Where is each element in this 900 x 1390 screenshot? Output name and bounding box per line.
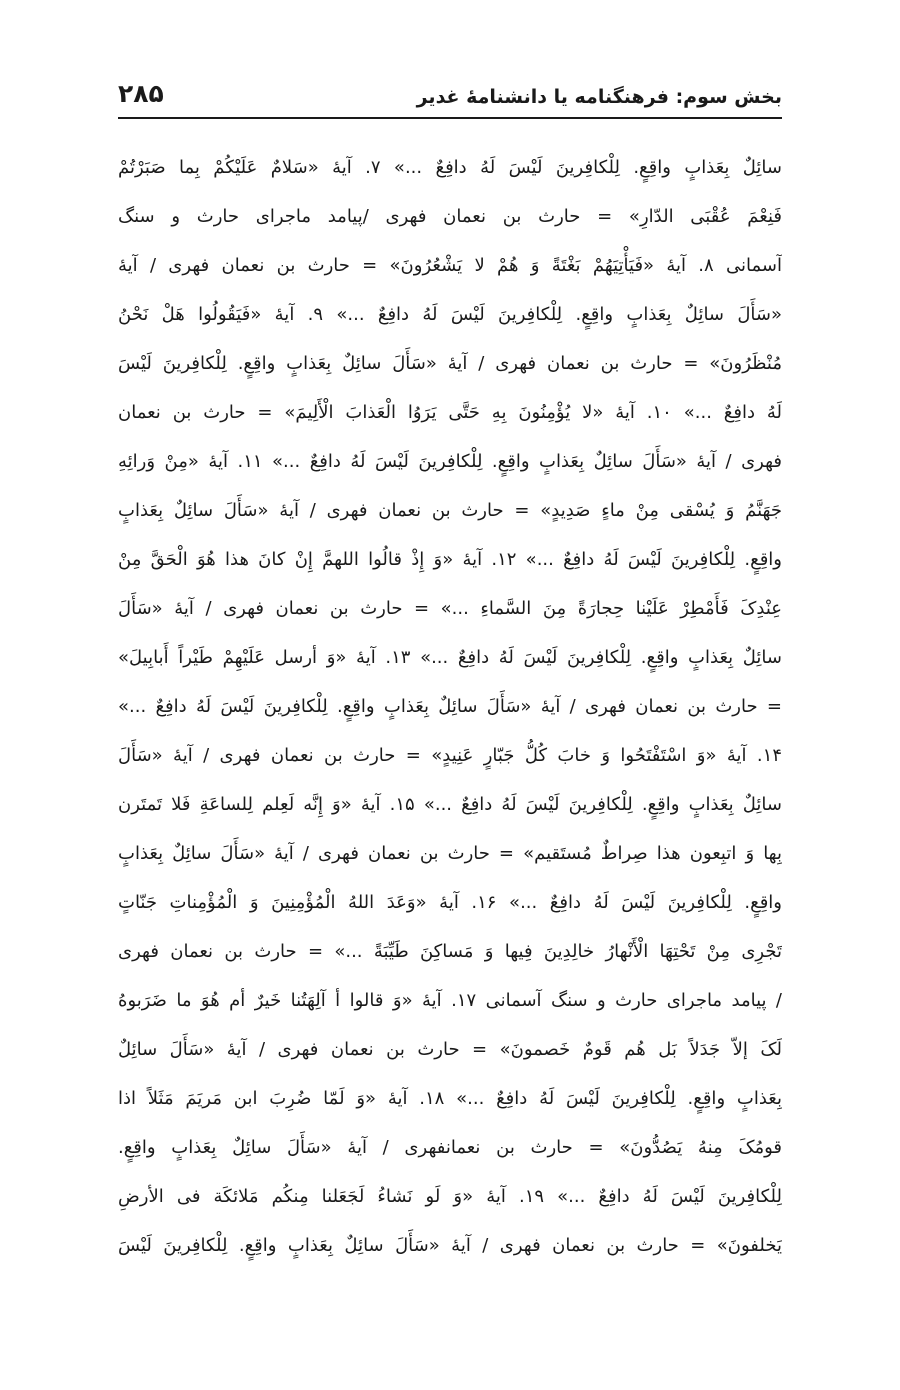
header-rule bbox=[118, 117, 782, 119]
text-line: یَخلفونَ» = حارث بن نعمان فهری / آیهٔ «سَأَلَ سائِلٌ بِعَذابٍ واقِعٍ. لِلْکافِرینَ لَیْسَ bbox=[118, 1235, 782, 1256]
text-line: ۱۴. آیهٔ «وَ اسْتَفْتَحُوا وَ خابَ کُلُّ جَبّارٍ عَنِیدٍ» = حارث بن نعمان فهری / آیهٔ «سَأَلَ bbox=[118, 745, 782, 766]
page-number: ۲۸۵ bbox=[118, 79, 164, 108]
text-line: سائِلٌ بِعَذابٍ واقِعٍ. لِلْکافِرینَ لَیْسَ لَهُ دافِعٌ ...» ۱۵. آیهٔ «وَ إِنَّه لَعِلم لِلساعَةِ فَلا تَمتَرن bbox=[118, 794, 782, 815]
text-line: واقِعٍ. لِلْکافِرینَ لَیْسَ لَهُ دافِعٌ ...» ۱۶. آیهٔ «وَعَدَ اللهُ الْمُؤْمِنِینَ وَ الْمُؤْمِناتِ جَنّاتٍ bbox=[118, 892, 782, 913]
text-line: قومُکَ مِنهُ یَصُدُّونَ» = حارث بن نعمانفهری / آیهٔ «سَأَلَ سائِلٌ بِعَذابٍ واقِعٍ. bbox=[118, 1137, 782, 1158]
page-header bbox=[118, 68, 782, 108]
text-line: لِلْکافِرینَ لَیْسَ لَهُ دافِعٌ ...» ۱۹. آیهٔ «وَ لَو نَشاءُ لَجَعَلنا مِنکُم مَلائکَة فی الأرضِ bbox=[118, 1186, 782, 1207]
text-line: جَهَنَّمُ وَ یُسْقی مِنْ ماءٍ صَدِیدٍ» = حارث بن نعمان فهری / آیهٔ «سَأَلَ سائِلٌ بِعَذابٍ bbox=[118, 500, 782, 521]
text-line: سائِلٌ بِعَذابٍ واقِعٍ. لِلْکافِرینَ لَیْسَ لَهُ دافِعٌ ...» ۷. آیهٔ «سَلامٌ عَلَیْکُمْ بِما صَبَرْتُمْ bbox=[118, 157, 782, 178]
text-line: عِنْدِکَ فَأَمْطِرْ عَلَیْنا حِجارَةً مِنَ السَّماءِ ...» = حارث بن نعمان فهری / آیهٔ «سَأَلَ bbox=[118, 598, 782, 619]
text-line: بِعَذابٍ واقِعٍ. لِلْکافِرینَ لَیْسَ لَهُ دافِعٌ ...» ۱۸. آیهٔ «وَ لَمّا ضُرِبَ ابن مَریَمَ مَثَلاً اذا bbox=[118, 1088, 782, 1109]
text-line: = حارث بن نعمان فهری / آیهٔ «سَأَلَ سائِلٌ بِعَذابٍ واقِعٍ. لِلْکافِرینَ لَیْسَ لَهُ دافِعٌ ...» bbox=[118, 696, 782, 717]
text-line: فَنِعْمَ عُقْبَی الدّارِ» = حارث بن نعمان فهری /پیامد ماجرای حارث و سنگ bbox=[118, 206, 782, 227]
text-line: «سَأَلَ سائِلٌ بِعَذابٍ واقِعٍ. لِلْکافِرینَ لَیْسَ لَهُ دافِعٌ ...» ۹. آیهٔ «فَیَقُولُوا هَلْ نَحْنُ bbox=[118, 304, 782, 325]
text-line: آسمانی ۸. آیهٔ «فَیَأْتِیَهُمْ بَغْتَةً وَ هُمْ لا یَشْعُرُونَ» = حارث بن نعمان فهری / آیهٔ bbox=[118, 255, 782, 276]
text-line: تَجْرِی مِنْ تَحْتِهَا الْأَنْهارُ خالِدِینَ فِیها وَ مَساکِنَ طَیِّبَةً ...» = حارث بن نعمان فهری bbox=[118, 941, 782, 962]
text-line: سائِلٌ بِعَذابٍ واقِعٍ. لِلْکافِرینَ لَیْسَ لَهُ دافِعٌ ...» ۱۳. آیهٔ «وَ أرسل عَلَیْهِمْ طَیْراً أَبابِیلَ» bbox=[118, 647, 782, 668]
text-line: / پیامد ماجرای حارث و سنگ آسمانی ۱۷. آیهٔ «وَ قالوا أ آلِهَتُنا خَیرٌ أم هُوَ ما ضَرَبوهُ bbox=[118, 990, 782, 1011]
body-text bbox=[118, 143, 782, 1270]
text-line: لَهُ دافِعٌ ...» ۱۰. آیهٔ «لا یُؤْمِنُونَ بِهِ حَتَّی یَرَوُا الْعَذابَ الْأَلِیمَ» = حارث بن نعمان bbox=[118, 402, 782, 423]
text-line: مُنْظَرُونَ» = حارث بن نعمان فهری / آیهٔ «سَأَلَ سائِلٌ بِعَذابٍ واقِعٍ. لِلْکافِرینَ لَیْسَ bbox=[118, 353, 782, 374]
text-line: بِها وَ اتبِعون هذا صِراطٌ مُستَقیم» = حارث بن نعمان فهری / آیهٔ «سَأَلَ سائِلٌ بِعَذابٍ bbox=[118, 843, 782, 864]
text-line: واقِعٍ. لِلْکافِرینَ لَیْسَ لَهُ دافِعٌ ...» ۱۲. آیهٔ «وَ إِذْ قالُوا اللهمَّ إِنْ کانَ هذا هُوَ الْحَقَّ مِنْ bbox=[118, 549, 782, 570]
text-line: لَکَ إلاّ جَدَلاً بَل هُم قَومٌ خَصمونَ» = حارث بن نعمان فهری / آیهٔ «سَأَلَ سائِلٌ bbox=[118, 1039, 782, 1060]
text-line: فهری / آیهٔ «سَأَلَ سائِلٌ بِعَذابٍ واقِعٍ. لِلْکافِرینَ لَیْسَ لَهُ دافِعٌ ...» ۱۱. آیهٔ «مِنْ وَرائِهِ bbox=[118, 451, 782, 472]
running-head: بخش سوم: فرهنگنامه یا دانشنامهٔ غدیر bbox=[416, 86, 782, 108]
